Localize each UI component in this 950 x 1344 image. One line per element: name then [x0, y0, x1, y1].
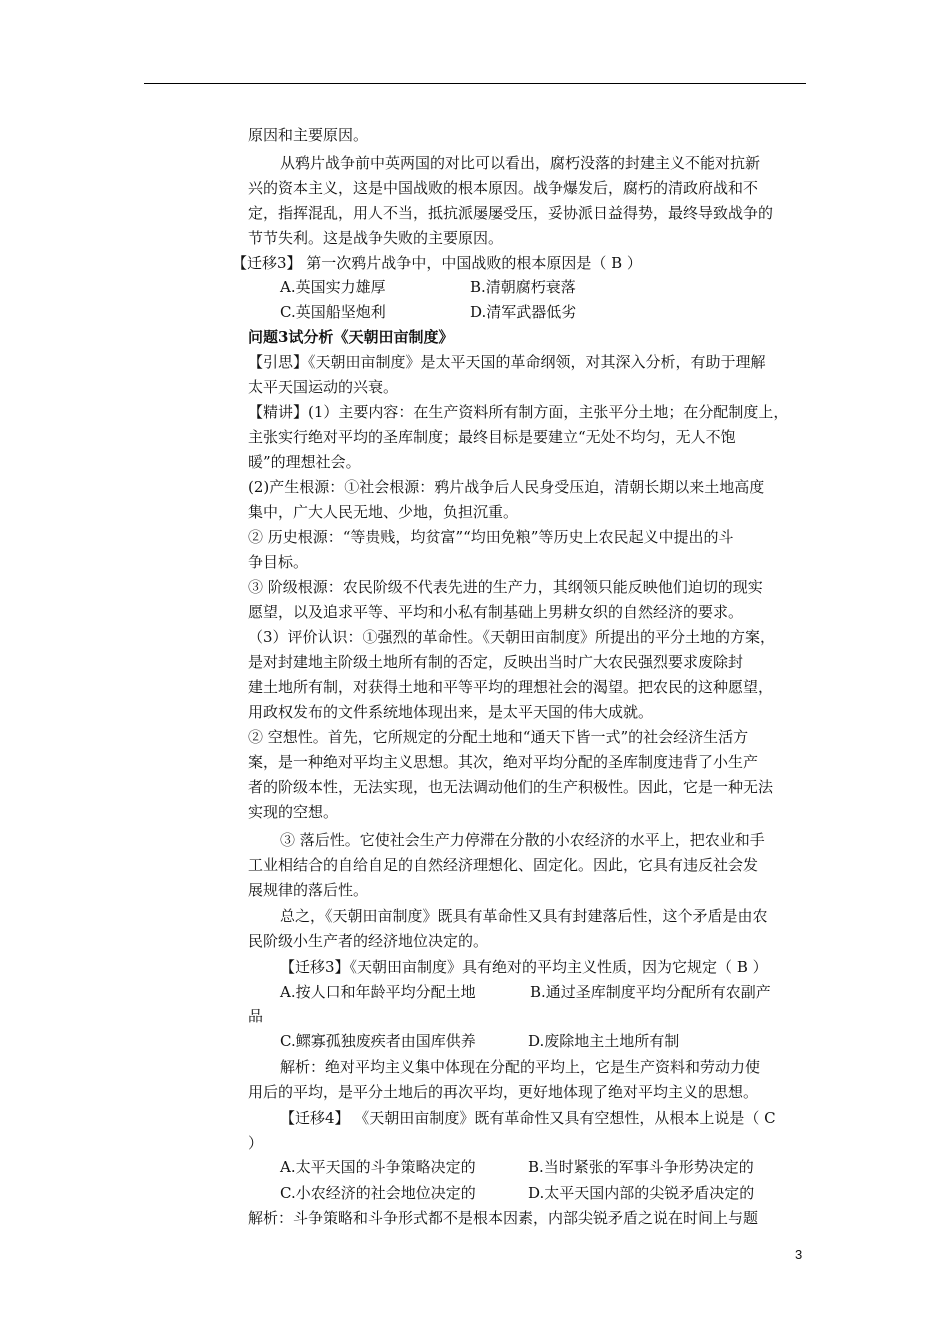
text-line: 愿望，以及追求平等、平均和小私有制基础上男耕女织的自然经济的要求。	[248, 603, 744, 621]
option-d: D.太平天国内部的尖锐矛盾决定的	[528, 1184, 755, 1202]
text-line: 【精讲】(1）主要内容：在生产资料所有制方面，主张平分土地；在分配制度上，	[248, 403, 789, 421]
page-number: 3	[795, 1247, 803, 1262]
section-heading: 问题3试分析《天朝田亩制度》	[248, 328, 454, 346]
option-a: A.英国实力雄厚	[280, 278, 386, 296]
text-line: 民阶级小生产者的经济地位决定的。	[248, 932, 489, 950]
text-line: 集中，广大人民无地、少地，负担沉重。	[248, 503, 519, 521]
text-line: 者的阶级本性，无法实现，也无法调动他们的生产积极性。因此，它是一种无法	[248, 778, 774, 796]
text-line: 实现的空想。	[248, 803, 339, 821]
option-a: A.按人口和年龄平均分配土地	[280, 983, 476, 1001]
text-line: 案，是一种绝对平均主义思想。其次，绝对平均分配的圣库制度违背了小生产	[248, 753, 759, 771]
text-line: 是对封建地主阶级土地所有制的否定，反映出当时广大农民强烈要求废除封	[248, 653, 744, 671]
text-line: 争目标。	[248, 553, 309, 571]
text-line: 展规律的落后性。	[248, 881, 369, 899]
option-d: D.废除地主土地所有制	[528, 1032, 680, 1050]
text-line: 节节失利。这是战争失败的主要原因。	[248, 229, 504, 247]
text-line: 用后的平均，是平分土地后的再次平均，更好地体现了绝对平均主义的思想。	[248, 1083, 759, 1101]
text-line: 用政权发布的文件系统地体现出来，是太平天国的伟大成就。	[248, 703, 654, 721]
text-line: 从鸦片战争前中英两国的对比可以看出，腐朽没落的封建主义不能对抗新	[280, 154, 761, 172]
option-c: C.小农经济的社会地位决定的	[280, 1184, 476, 1202]
text-line: 暖”的理想社会。	[248, 453, 361, 471]
text-line: ）	[248, 1134, 264, 1152]
text-line: 太平天国运动的兴衰。	[248, 378, 399, 396]
option-b: B.清朝腐朽衰落	[470, 278, 576, 296]
option-c: C.英国船坚炮利	[280, 303, 386, 321]
analysis-line: 解析：绝对平均主义集中体现在分配的平均上，它是生产资料和劳动力使	[280, 1058, 761, 1076]
text-line: ③ 落后性。它使社会生产力停滞在分散的小农经济的水平上，把农业和手	[280, 831, 765, 849]
text-line: 总之，《天朝田亩制度》既具有革命性又具有封建落后性，这个矛盾是由农	[280, 907, 768, 925]
text-line: 原因和主要原因。	[248, 126, 369, 144]
exercise-heading: 【迁移3】《天朝田亩制度》具有绝对的平均主义性质，因为它规定（ B ）	[280, 958, 768, 976]
text-line: 建土地所有制，对获得土地和平等平均的理想社会的渴望。把农民的这种愿望，	[248, 678, 774, 696]
exercise-heading: 【迁移4】 《天朝田亩制度》既有革命性又具有空想性，从根本上说是（ C	[280, 1109, 776, 1127]
text-line: ② 空想性。首先，它所规定的分配土地和“通天下皆一式”的社会经济生活方	[248, 728, 749, 746]
text-line: 品	[248, 1007, 264, 1025]
text-line: （3）评价认识：①强烈的革命性。《天朝田亩制度》所提出的平分土地的方案，	[248, 628, 776, 646]
header-rule	[144, 83, 806, 84]
text-line: 工业相结合的自给自足的自然经济理想化、固定化。因此，它具有违反社会发	[248, 856, 759, 874]
text-line: 【引思】《天朝田亩制度》是太平天国的革命纲领，对其深入分析，有助于理解	[248, 353, 766, 371]
option-a: A.太平天国的斗争策略决定的	[280, 1158, 476, 1176]
text-line: 定，指挥混乱，用人不当，抵抗派屡屡受压，妥协派日益得势，最终导致战争的	[248, 204, 774, 222]
text-line: (2)产生根源：①社会根源：鸦片战争后人民身受压迫，清朝长期以来土地高度	[248, 478, 765, 496]
text-line: 兴的资本主义，这是中国战败的根本原因。战争爆发后，腐朽的清政府战和不	[248, 179, 759, 197]
option-c: C.鳏寡孤独废疾者由国库供养	[280, 1032, 476, 1050]
option-b: B.通过圣库制度平均分配所有农副产	[530, 983, 771, 1001]
option-b: B.当时紧张的军事斗争形势决定的	[528, 1158, 754, 1176]
text-line: ② 历史根源：“等贵贱，均贫富”“均田免粮”等历史上农民起义中提出的斗	[248, 528, 734, 546]
analysis-line: 解析：斗争策略和斗争形式都不是根本因素，内部尖锐矛盾之说在时间上与题	[248, 1209, 759, 1227]
option-d: D.清军武器低劣	[470, 303, 577, 321]
text-line: 主张实行绝对平均的圣库制度；最终目标是要建立“无处不均匀，无人不饱	[248, 428, 736, 446]
text-line: ③ 阶级根源：农民阶级不代表先进的生产力，其纲领只能反映他们迫切的现实	[248, 578, 763, 596]
exercise-heading: 【迁移3】 第一次鸦片战争中，中国战败的根本原因是（ B ）	[232, 254, 642, 272]
